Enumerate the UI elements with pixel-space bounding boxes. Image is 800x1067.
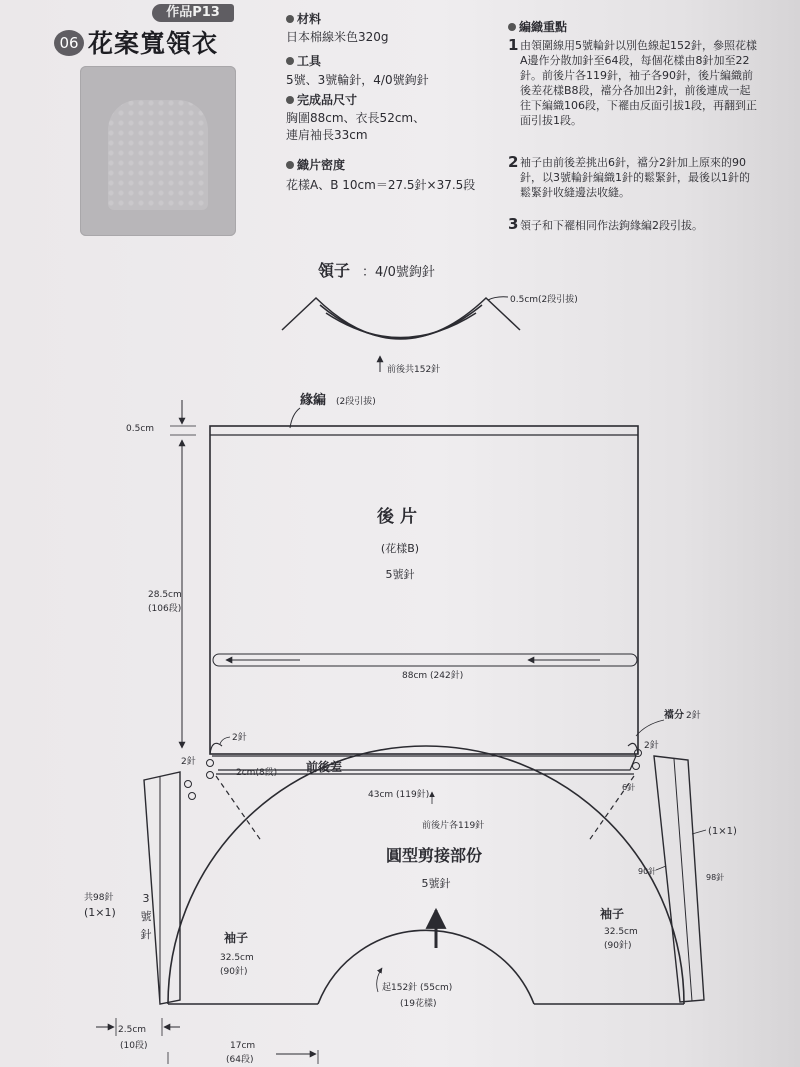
step-1-line: A邊作分散加針至64段，每個花樣由8針加至22 xyxy=(520,54,750,67)
collar-stitches: 前後共152針 xyxy=(387,365,441,375)
step-2-line: 針，以3號輪針編織1針的鬆緊針，最後以1針的 xyxy=(520,171,750,184)
cast-on: 起152針 (55cm) xyxy=(382,983,453,993)
size-line-1: 胸圍88cm、衣長52cm、 xyxy=(286,111,426,125)
back-body-outline xyxy=(210,426,638,754)
left-cuff-marker xyxy=(189,793,196,800)
right-st2: 2針 xyxy=(644,741,659,751)
edging-label: 緣編 xyxy=(300,393,327,408)
right-sleeve-cm: 32.5cm xyxy=(604,927,638,937)
gusset-stitches: 2針 xyxy=(686,711,701,721)
right-rib-pointer xyxy=(692,830,706,834)
size-heading: 完成品尺寸 xyxy=(286,91,357,108)
cuff-total: 共98針 xyxy=(84,893,114,903)
material-heading: 材料 xyxy=(286,10,321,27)
gauge-heading: 織片密度 xyxy=(286,156,345,173)
left-marker-circle xyxy=(207,772,214,779)
step-1-line: 後差花樣B8段，襠分各加出2針，前後連成一起 xyxy=(520,84,751,97)
yoke-depth-cm: 17cm xyxy=(230,1041,256,1051)
body-width-note: 88cm (242針) xyxy=(402,671,464,681)
front-back-each: 前後片各119針 xyxy=(422,821,485,831)
collar-edge-note: 0.5cm(2段引拔) xyxy=(510,295,578,305)
back-needle: 5號針 xyxy=(385,568,415,581)
key-points-heading: 編織重點 xyxy=(508,18,567,35)
step-1-number: 1 xyxy=(508,36,519,54)
step-1-line: 由領圍線用5號輪針以別色線起152針，參照花樣 xyxy=(520,39,757,52)
cuff-width-rows: (10段) xyxy=(120,1041,148,1051)
tools-heading: 工具 xyxy=(286,52,321,69)
right-90: 90針 xyxy=(638,867,657,876)
collar-hook: ：4/0號鉤針 xyxy=(362,265,435,280)
right-sleeve-label: 袖子 xyxy=(600,907,625,921)
step-1-line: 往下編織106段，下襬由反面引拔1段，再翻到正 xyxy=(520,99,757,112)
cuff-rib: (1×1) xyxy=(84,906,116,919)
left-raglan-dash xyxy=(216,776,262,842)
cuff-needle-char: 針 xyxy=(140,928,152,941)
left-cuff-marker xyxy=(185,781,192,788)
left-gusset-curve xyxy=(210,743,222,754)
back-label: 後 片 xyxy=(377,507,417,527)
pattern-number: 06 xyxy=(54,30,84,56)
step-2-line: 袖子由前後差挑出6針，襠分2針加上原來的90 xyxy=(520,156,746,169)
right-marker-circle xyxy=(633,763,640,770)
pattern-b-label: (花樣B) xyxy=(380,542,420,555)
left-gusset-st: 2針 xyxy=(232,733,247,743)
left-gusset-pointer xyxy=(220,737,230,744)
right-sleeve-st: (90針) xyxy=(604,941,632,951)
yoke-needle: 5號針 xyxy=(421,877,451,890)
edging-pointer xyxy=(290,408,300,428)
gauge-text: 花樣A、B 10cm＝27.5針×37.5段 xyxy=(286,178,476,192)
right-cuff-outline xyxy=(654,756,704,1002)
size-line-2: 連肩袖長33cm xyxy=(286,128,368,142)
left-sleeve-label: 袖子 xyxy=(224,931,249,945)
right-98: 98針 xyxy=(706,873,725,882)
left-sleeve-st: (90針) xyxy=(220,967,248,977)
cuff-width-cm: 2.5cm xyxy=(118,1025,147,1035)
left-marker-circle xyxy=(207,760,214,767)
step-3-text: 領子和下襬相同作法鉤緣編2段引拔。 xyxy=(520,219,703,232)
pattern-title: 花案寬領衣 xyxy=(88,29,219,58)
collar-edge-pointer xyxy=(488,297,508,300)
left-cuff-outline xyxy=(144,772,180,1004)
step-1-line: 針。前後片各119針，袖子各90針，後片編織前 xyxy=(520,69,753,82)
step-1-line: 面引拔1段。 xyxy=(520,114,582,127)
step-3-number: 3 xyxy=(508,215,519,233)
collar-shape xyxy=(282,298,520,339)
yoke-outer-arc xyxy=(168,746,684,1004)
cuff-needle-char: 3 xyxy=(142,892,150,905)
right-gusset-curve xyxy=(628,743,638,754)
yoke-top-width: 43cm (119針) xyxy=(368,790,430,800)
work-page-badge: 作品P13 xyxy=(152,4,234,22)
left-sleeve-cm: 32.5cm xyxy=(220,953,254,963)
difference-height: 2cm(8段) xyxy=(236,768,278,778)
step-2-number: 2 xyxy=(508,153,519,171)
gusset-label: 襠分 xyxy=(664,710,684,721)
right-90-pointer xyxy=(656,866,666,870)
right-rib: (1×1) xyxy=(708,826,737,837)
body-height-cm: 28.5cm xyxy=(148,590,182,600)
cast-on-repeats: (19花樣) xyxy=(400,999,437,1009)
cuff-needle-char: 號 xyxy=(140,910,152,923)
yoke-label: 圓型剪接部份 xyxy=(385,846,483,865)
collar-title: 領子 xyxy=(318,261,351,280)
gusset-pointer xyxy=(636,720,664,736)
left-st2-b: 2針 xyxy=(181,757,196,767)
edging-note: (2段引拔) xyxy=(336,397,376,407)
edge-height: 0.5cm xyxy=(126,424,155,434)
material-text: 日本棉線米色320g xyxy=(286,30,389,44)
step-2-line: 鬆緊針收縫邊法收縫。 xyxy=(520,186,630,199)
right-st6: 6針 xyxy=(622,783,636,792)
difference-label: 前後差 xyxy=(306,760,343,774)
yoke-depth-rows: (64段) xyxy=(226,1055,254,1065)
tools-text: 5號、3號輪針，4/0號鉤針 xyxy=(286,73,429,87)
body-height-rows: (106段) xyxy=(148,604,182,614)
